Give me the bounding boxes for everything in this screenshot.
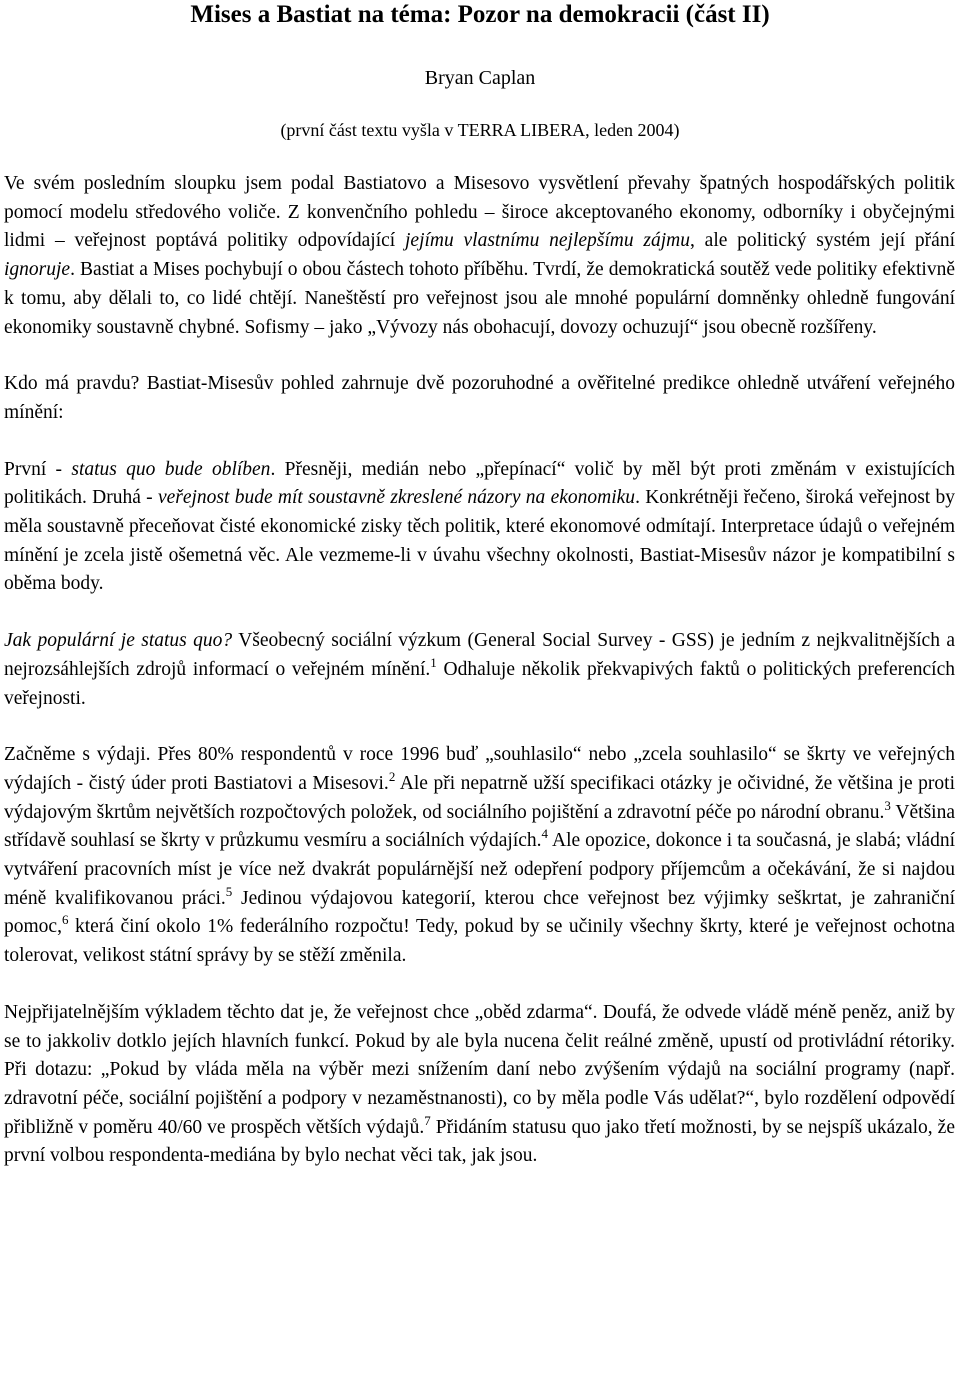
article-body [4,170,955,1171]
paragraph-predictions: První - status quo bude oblíben. Přesněji, medián nebo „přepínací“ volič by měl být proti změnám v existujících politikách. Druhá - veřejnost bude mít soustavně zkreslené názory na ekonomiku. Konkrétněji řečeno, široká veřejnost by měla soustavně přeceňovat čisté ekonomické zisky těch politik, které ekonomové odmítají. Interpretace údajů o veřejném mínění je zcela jistě ošemetná věc. Ale vezmeme-li v úvahu všechny okolnosti, Bastiat-Misesův názor je kompatibilní s oběma body. [4,458,955,595]
footnote-ref[interactable]: 7 [424,1112,431,1128]
footnote-ref[interactable]: 3 [884,797,891,813]
paragraph-free-lunch: Nejpřijatelnějším výkladem těchto dat je, že veřejnost chce „oběd zdarma“. Doufá, že odvede vládě méně peněz, aniž by se to jakkoliv dotklo jejích hlavních funkcí. Pokud by ale byla nucena čelit reálné změně, upustí od protivládní rétoriky. Při dotazu: „Pokud by vláda měla na výběr mezi snížením daní nebo zvýšením výdajů na sociální programy (např. zdravotní péče, sociální pojištění a podpory v nezaměstnanosti), co by měla podle Vás udělat?“, bylo rozdělení odpovědí přibližně v poměru 40/60 ve prospěch větších výdajů.$^7$ Přidáním statusu quo jako třetí možnosti, by se nejspíš ukázalo, že první volbou respondenta-mediána by bylo nechat věci tak, jak jsou. [4,1001,955,1167]
author-name: Bryan Caplan [424,67,536,89]
footnote-ref[interactable]: 4 [541,826,549,842]
footnote-ref[interactable]: 6 [61,912,69,928]
publication-note: (první část textu vyšla v TERRA LIBERA, leden 2004) [280,120,680,140]
paragraph-spending: Začněme s výdaji. Přes 80% respondentů v roce 1996 buď „souhlasilo“ nebo „zcela souhlasilo“ se škrty ve veřejných výdajích - čistý úder proti Bastiatovi a Misesovi.$^2$ Ale při nepatrně užší specifikaci otázky je očividné, že většina je proti výdajovým škrtům největších rozpočtových položek, od sociálního pojištění a zdravotní péče po národní obranu.$^3$ Většina střídavě souhlasí se škrty v průzkumu vesmíru a sociálních výdajích.$^4$ Ale opozice, dokonce i ta současná, je slabá; vládní vytváření pracovních míst je více než dvakrát populárnější než odepření podpory příjemcům a očekávání, že si najdou méně kvalifikovanou práci.$^5$ Jedinou výdajovou kategorií, kterou chce veřejnost bez výjimky seškrtat, je zahraniční pomoc,$^6$ která činí okolo 1% federálního rozpočtu! Tedy, pokud by se učinily všechny škrty, které je veřejnost ochotna tolerovat, velikost státní správy by se stěží změnila. [4,744,955,967]
paragraph-who-is-right: Kdo má pravdu? Bastiat-Misesův pohled zahrnuje dvě pozoruhodné a ověřitelné predikce ohledně utváření veřejného mínění: [4,373,955,423]
footnote-ref[interactable]: 1 [430,654,437,670]
footnote-ref[interactable]: 2 [388,768,396,784]
footnote-ref[interactable]: 5 [225,883,233,899]
paragraph-status-quo: Jak populární je status quo? Všeobecný sociální výzkum (General Social Survey - GSS) je jedním z nejkvalitnějších a nejrozsáhlejších zdrojů informací o veřejném mínění.$^1$ Odhaluje několik překvapivých faktů o politických preferencích veřejnosti. [4,630,955,709]
paragraph-intro: Ve svém posledním sloupku jsem podal Bastiatovo a Misesovo vysvětlení převahy špatných hospodářských politik pomocí modelu středového voliče. Z konvenčního pohledu – široce akceptovaného ekonomy, odborníky i obyčejnými lidmi – veřejnost poptává politiky odpovídající jejímu vlastnímu nejlepšímu zájmu, ale politický systém její přání ignoruje. Bastiat a Mises pochybují o obou částech tohoto příběhu. Tvrdí, že demokratická soutěž vede politiky efektivně k tomu, aby dělali to, co lidé chtějí. Naneštěstí pro veřejnost jsou ale mnohé populární domněnky ohledně fungování ekonomiky soustavně chybné. Sofismy – jako „Vývozy nás obohacují, dovozy ochuzují“ jsou obecně rozšířeny. [4,173,955,338]
document-title: Mises a Bastiat na téma: Pozor na demokracii (část II) [190,1,770,28]
